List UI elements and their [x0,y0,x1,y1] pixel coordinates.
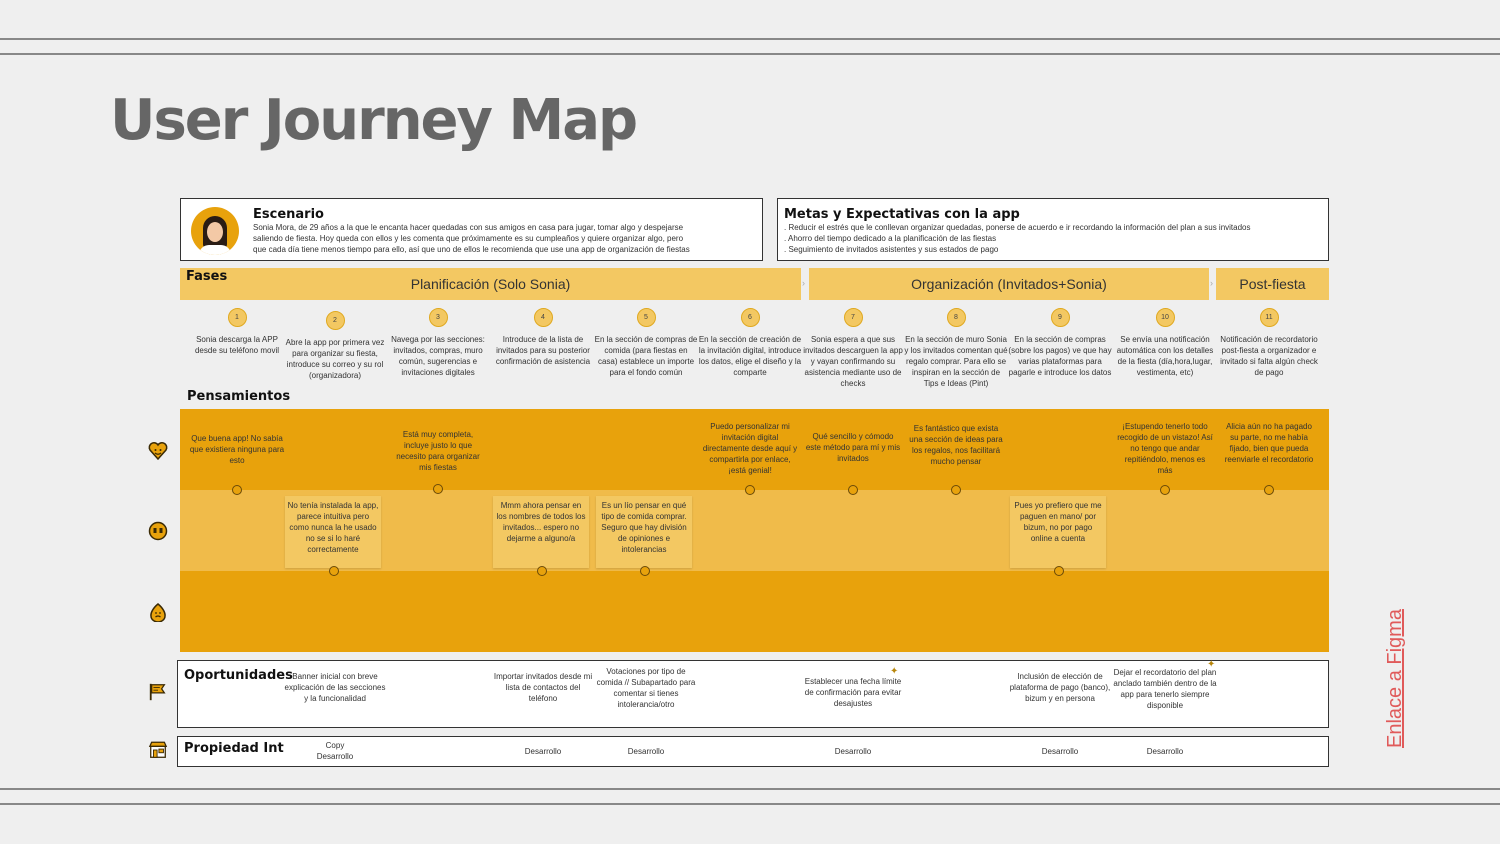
neutral-face-icon [329,566,339,576]
heart-face-icon [1264,485,1274,495]
property-item: Desarrollo [524,747,562,756]
figma-link[interactable]: Enlace a Figma [1384,609,1406,748]
positive-thought: Qué sencillo y cómodo este método para mí y mis invitados [805,432,901,463]
opportunity-item: Importar invitados desde mi lista de contactos del teléfono [493,672,593,703]
heart-face-icon [1160,485,1170,495]
property-item: Desarrollo [1146,747,1184,756]
scenario-heading: Escenario [253,207,324,222]
property-item: Desarrollo [627,747,665,756]
property-item: Desarrollo [1041,747,1079,756]
negative-band [180,571,1329,652]
phase-label: Planificación (Solo Sonia) [410,276,571,292]
scenario-line: que cada día tiene menos tiempo para ello, así que uno de ellos le recomienda que use una app de organización de fiestas [253,245,690,254]
pensamientos-label: Pensamientos [187,389,291,404]
positive-thought: ¡Estupendo tenerlo todo recogido de un vistazo! Así no tengo que andar repitiéndolo, menos es más [1117,422,1213,475]
top-rule-2 [0,53,1500,55]
journey-step [283,311,387,381]
persona-avatar [191,207,239,255]
page-title: User Journey Map [110,88,637,153]
neutral-face-icon [537,566,547,576]
positive-thought: Que buena app! No sabía que existiera ninguna para esto [189,434,285,465]
opportunity-item: Dejar el recordatorio del plan anclado también dentro de la app para tenerlo siempre disponible [1113,668,1217,710]
step-description: Sonia descarga la APP desde su teléfono movil [194,335,280,355]
step-number: 8 [947,308,966,327]
opportunities-label: Oportunidades [184,668,293,683]
heart-face-icon [848,485,858,495]
step-description: Notificación de recordatorio post-fiesta a organizador e invitado si falta algún check de pago [1220,335,1318,377]
neutral-thought: Mmm ahora pensar en los nombres de todos los invitados... espero no dejarme a alguno/a [493,496,589,568]
goal-line: . Ahorro del tiempo dedicado a la planificación de las fiestas [784,234,997,243]
opportunity-item: Banner inicial con breve explicación de las secciones y la funcionalidad [284,672,386,703]
phase-label: Post-fiesta [1239,276,1306,292]
step-description: En la sección de muro Sonia y los invitados comentan qué regalo comprar. Para ello se inspiran en la sección de Tips e Ideas (Pint) [904,335,1008,388]
step-number: 1 [228,308,247,327]
step-number: 11 [1260,308,1279,327]
neutral-face-icon [148,521,168,541]
scenario-line: saliendo de fiesta. Hoy queda con ellos y les comenta que próximamente es su cumpleaños y quiere organizar algo, pero [253,234,684,243]
step-number: 9 [1051,308,1070,327]
goal-line: . Reducir el estrés que le conllevan organizar quedadas, ponerse de acuerdo e ir recordando la información del plan a sus invitados [784,223,1251,232]
step-description: Se envía una notificación automática con los detalles de la fiesta (día,hora,lugar, vestimenta, etc) [1116,335,1214,377]
opportunity-item: Inclusión de elección de plataforma de pago (banco), bizum y en persona [1009,672,1111,703]
opportunity-item: Establecer una fecha límite de confirmación para evitar desajustes [804,677,902,708]
step-number: 7 [844,308,863,327]
property-item: Copy Desarrollo [316,741,354,761]
step-number: 6 [741,308,760,327]
neutral-thought: No tenía instalada la app, parece intuitiva pero como nunca la he usado no se si lo haré correctamente [285,496,381,568]
heart-face-icon [148,441,168,461]
heart-face-icon [745,485,755,495]
journey-step [1113,308,1217,378]
positive-thought: Alicia aún no ha pagado su parte, no me había fijado, bien que pueda reenviarle el recordatorio [1224,422,1314,464]
journey-step [1217,308,1321,378]
heart-face-icon [951,485,961,495]
neutral-thought: Pues yo prefiero que me paguen en mano/ por bizum, no por pago online a cuenta [1010,496,1106,568]
journey-step [185,308,289,356]
scenario-line: Sonia Mora, de 29 años a la que le encanta hacer quedadas con sus amigos en casa para jugar, tomar algo y despejarse [253,223,684,232]
journey-step [491,308,595,367]
phase-planificacion [180,268,801,300]
journey-step [1008,308,1112,378]
phase-arrow-icon: › [802,278,805,288]
bottom-rule-2 [0,803,1500,805]
goal-line: . Seguimiento de invitados asistentes y sus estados de pago [784,245,999,254]
journey-step [698,308,802,378]
top-rule-1 [0,38,1500,40]
opportunity-item: Votaciones por tipo de comida // Subapartado para comentar si tienes intolerancia/otro [596,667,696,709]
phase-arrow-icon: › [1210,278,1213,288]
step-description: Abre la app por primera vez para organizar su fiesta, introduce su correo y su rol (organizadora) [285,338,385,380]
positive-thought: Puedo personalizar mi invitación digital directamente desde aquí y compartirla por enlace, ¡está genial! [702,422,798,475]
positive-thought: Está muy completa, incluye justo lo que necesito para organizar mis fiestas [396,430,480,472]
fases-label: Fases [186,269,228,284]
step-description: En la sección de creación de la invitación digital, introduce los datos, elige el diseño y la comparte [698,335,802,377]
phase-label: Organización (Invitados+Sonia) [911,276,1107,292]
goals-box [777,198,1329,261]
bottom-rule-1 [0,788,1500,790]
step-number: 3 [429,308,448,327]
step-description: Sonia espera a que sus invitados descarguen la app y vayan confirmando su asistencia mediante uso de checks [803,335,903,388]
heart-face-icon [433,484,443,494]
positive-thought: Es fantástico que exista una sección de ideas para los regalos, nos facilitará mucho pensar [909,424,1003,466]
phase-postfiesta [1216,268,1329,300]
heart-face-icon [232,485,242,495]
scenario-box [180,198,763,261]
journey-step [904,308,1008,389]
step-number: 5 [637,308,656,327]
phase-organizacion [809,268,1209,300]
step-number: 4 [534,308,553,327]
step-description: En la sección de compras (sobre los pagos) ve que hay varias plataformas para pagarle e introduce los datos [1008,335,1112,377]
neutral-thought: Es un lío pensar en qué tipo de comida comprar. Seguro que hay división de opiniones e intolerancias [596,496,692,568]
journey-step [386,308,490,378]
goals-heading: Metas y Expectativas con la app [784,207,1020,222]
journey-step [594,308,698,378]
step-number: 2 [326,311,345,330]
step-description: Introduce de la lista de invitados para su posterior confirmación de asistencia [495,335,591,366]
step-description: Navega por las secciones: invitados, compras, muro común, sugerencias e invitaciones digitales [391,335,485,377]
flag-icon [148,682,168,702]
sparkle-icon: ✦ [890,666,899,677]
neutral-face-icon [640,566,650,576]
step-number: 10 [1156,308,1175,327]
store-icon [148,740,168,760]
property-label: Propiedad Int [184,741,284,756]
journey-step [801,308,905,389]
property-item: Desarrollo [834,747,872,756]
sad-face-icon [148,602,168,622]
neutral-face-icon [1054,566,1064,576]
step-description: En la sección de compras de comida (para fiestas en casa) establece un importe para el fondo común [594,335,698,377]
sparkle-icon: ✦ [1207,659,1216,670]
